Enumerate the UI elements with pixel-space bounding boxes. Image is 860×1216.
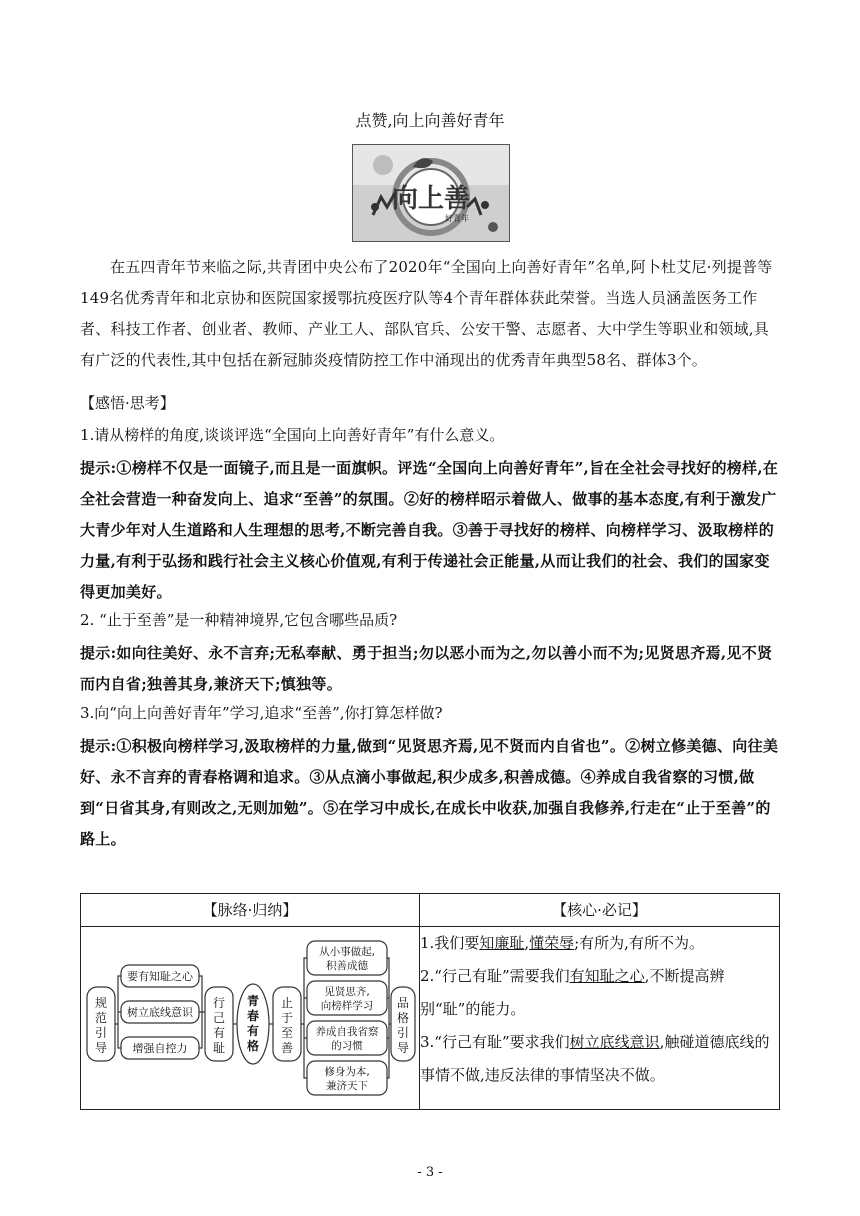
diagram-center-3: 有: [246, 1024, 260, 1038]
diagram-center-2: 春: [246, 1009, 260, 1023]
summary-table: [80, 893, 780, 1110]
core-item-3: 3.“行己有耻”要求我们树立底线意识,触碰道德底线的事情不做,违反法律的事情坚决不做。: [420, 1033, 770, 1084]
diagram-right-item-2b: 向榜样学习: [320, 1000, 374, 1012]
core-item-1: 1.我们要知廉耻,懂荣辱;有所为,有所不为。: [420, 934, 704, 952]
outline-header: 【脉络·归纳】: [81, 894, 420, 927]
diagram-right-mid-2: 于: [280, 1011, 294, 1025]
question-3: 3.向“向上向善好青年”学习,追求“至善”,你打算怎样做?: [80, 704, 443, 722]
diagram-left-mid-1: 行: [212, 996, 226, 1010]
diagram-right-root-2: 格: [396, 1011, 410, 1025]
answer-2: 提示:如向往美好、永不言弃;无私奉献、勇于担当;勿以恶小而为之,勿以善小而不为;见贤思齐焉,见不贤而内自省;独善其身,兼济天下;慎独等。: [80, 644, 773, 693]
diagram-right-mid-1: 止: [280, 996, 294, 1010]
diagram-right-mid-3: 至: [280, 1026, 294, 1040]
diagram-left-item-1: 要有知耻之心: [127, 970, 193, 983]
answer-3: 提示:①积极向榜样学习,汲取榜样的力量,做到“见贤思齐焉,见不贤而内自省也”。②树立修美德、向往美好、永不言弃的青春格调和追求。③从点滴小事做起,积少成多,积善成德。④养成自我省察的习惯,做到“日省其身,有则改之,无则加勉”。⑤在学习中成长,在成长中收获,加强自我修养,行走在“止于至善”的路上。: [80, 737, 779, 848]
diagram-right-item-1b: 积善成德: [326, 960, 368, 972]
page-number: - 3 -: [417, 1165, 443, 1180]
banner-image: [352, 144, 510, 242]
intro-paragraph: 在五四青年节来临之际,共青团中央公布了2020年“全国向上向善好青年”名单,阿卜杜艾尼·列提普等149名优秀青年和北京协和医院国家援鄂抗疫医疗队等4个青年群体获此荣誉。当选人员涵盖医务工作者、科技工作者、创业者、教师、产业工人、部队官兵、公安干警、志愿者、大中学生等职业和领域,具有广泛的代表性,其中包括在新冠肺炎疫情防控工作中涌现出的优秀青年典型58名、群体3个。: [80, 258, 773, 369]
diagram-right-item-4b: 兼济天下: [326, 1080, 368, 1092]
banner-big-text: 向上善: [391, 184, 471, 214]
diagram-left-item-3: 增强自控力: [132, 1042, 188, 1055]
article-title: 点赞,向上向善好青年: [355, 111, 505, 130]
diagram-right-root-3: 引: [396, 1026, 410, 1040]
banner-graphic: [353, 145, 509, 241]
diagram-center-4: 格: [246, 1039, 260, 1053]
diagram-center-1: 青: [246, 994, 260, 1008]
diagram-left-root-1: 规: [94, 996, 108, 1010]
core-header: 【核心·必记】: [420, 894, 780, 927]
section-label: 【感悟·思考】: [80, 394, 175, 412]
diagram-left-mid-2: 己: [212, 1011, 226, 1025]
diagram-left-root-2: 范: [94, 1011, 108, 1025]
diagram-left-root-3: 引: [94, 1026, 108, 1040]
diagram-right-item-3a: 养成自我省察: [315, 1026, 379, 1038]
diagram-right-item-4a: 修身为本,: [324, 1066, 370, 1078]
diagram-right-item-1a: 从小事做起,: [319, 946, 375, 958]
diagram-left-root-4: 导: [94, 1041, 108, 1055]
diagram-right-root-4: 导: [396, 1041, 410, 1055]
knowledge-diagram: [81, 927, 419, 1105]
answer-1: 提示:①榜样不仅是一面镜子,而且是一面旗帜。评选“全国向上向善好青年”,旨在全社会寻找好的榜样,在全社会营造一种奋发向上、追求“至善”的氛围。②好的榜样昭示着做人、做事的基本态度,有利于激发广大青少年对人生道路和人生理想的思考,不断完善自我。③善于寻找好的榜样、向榜样学习、汲取榜样的力量,有利于弘扬和践行社会主义核心价值观,有利于传递社会正能量,从而让我们的社会、我们的国家变得更加美好。: [80, 459, 779, 601]
diagram-right-item-2a: 见贤思齐,: [324, 986, 370, 998]
diagram-right-item-3b: 的习惯: [331, 1040, 363, 1052]
question-1: 1.请从榜样的角度,谈谈评选“全国向上向善好青年”有什么意义。: [80, 426, 505, 444]
diagram-left-mid-3: 有: [212, 1026, 226, 1040]
question-2: 2. “止于至善”是一种精神境界,它包含哪些品质?: [80, 611, 398, 629]
diagram-right-mid-4: 善: [280, 1041, 294, 1055]
banner-small-text: 好青年: [445, 214, 469, 223]
core-item-2: 2.“行己有耻”需要我们有知耻之心,不断提高辨别“耻”的能力。: [420, 967, 725, 1018]
outline-cell: [81, 927, 420, 1110]
core-cell: [420, 927, 780, 1110]
diagram-left-mid-4: 耻: [212, 1041, 226, 1055]
diagram-left-item-2: 树立底线意识: [127, 1006, 193, 1019]
diagram-right-root-1: 品: [396, 996, 410, 1010]
